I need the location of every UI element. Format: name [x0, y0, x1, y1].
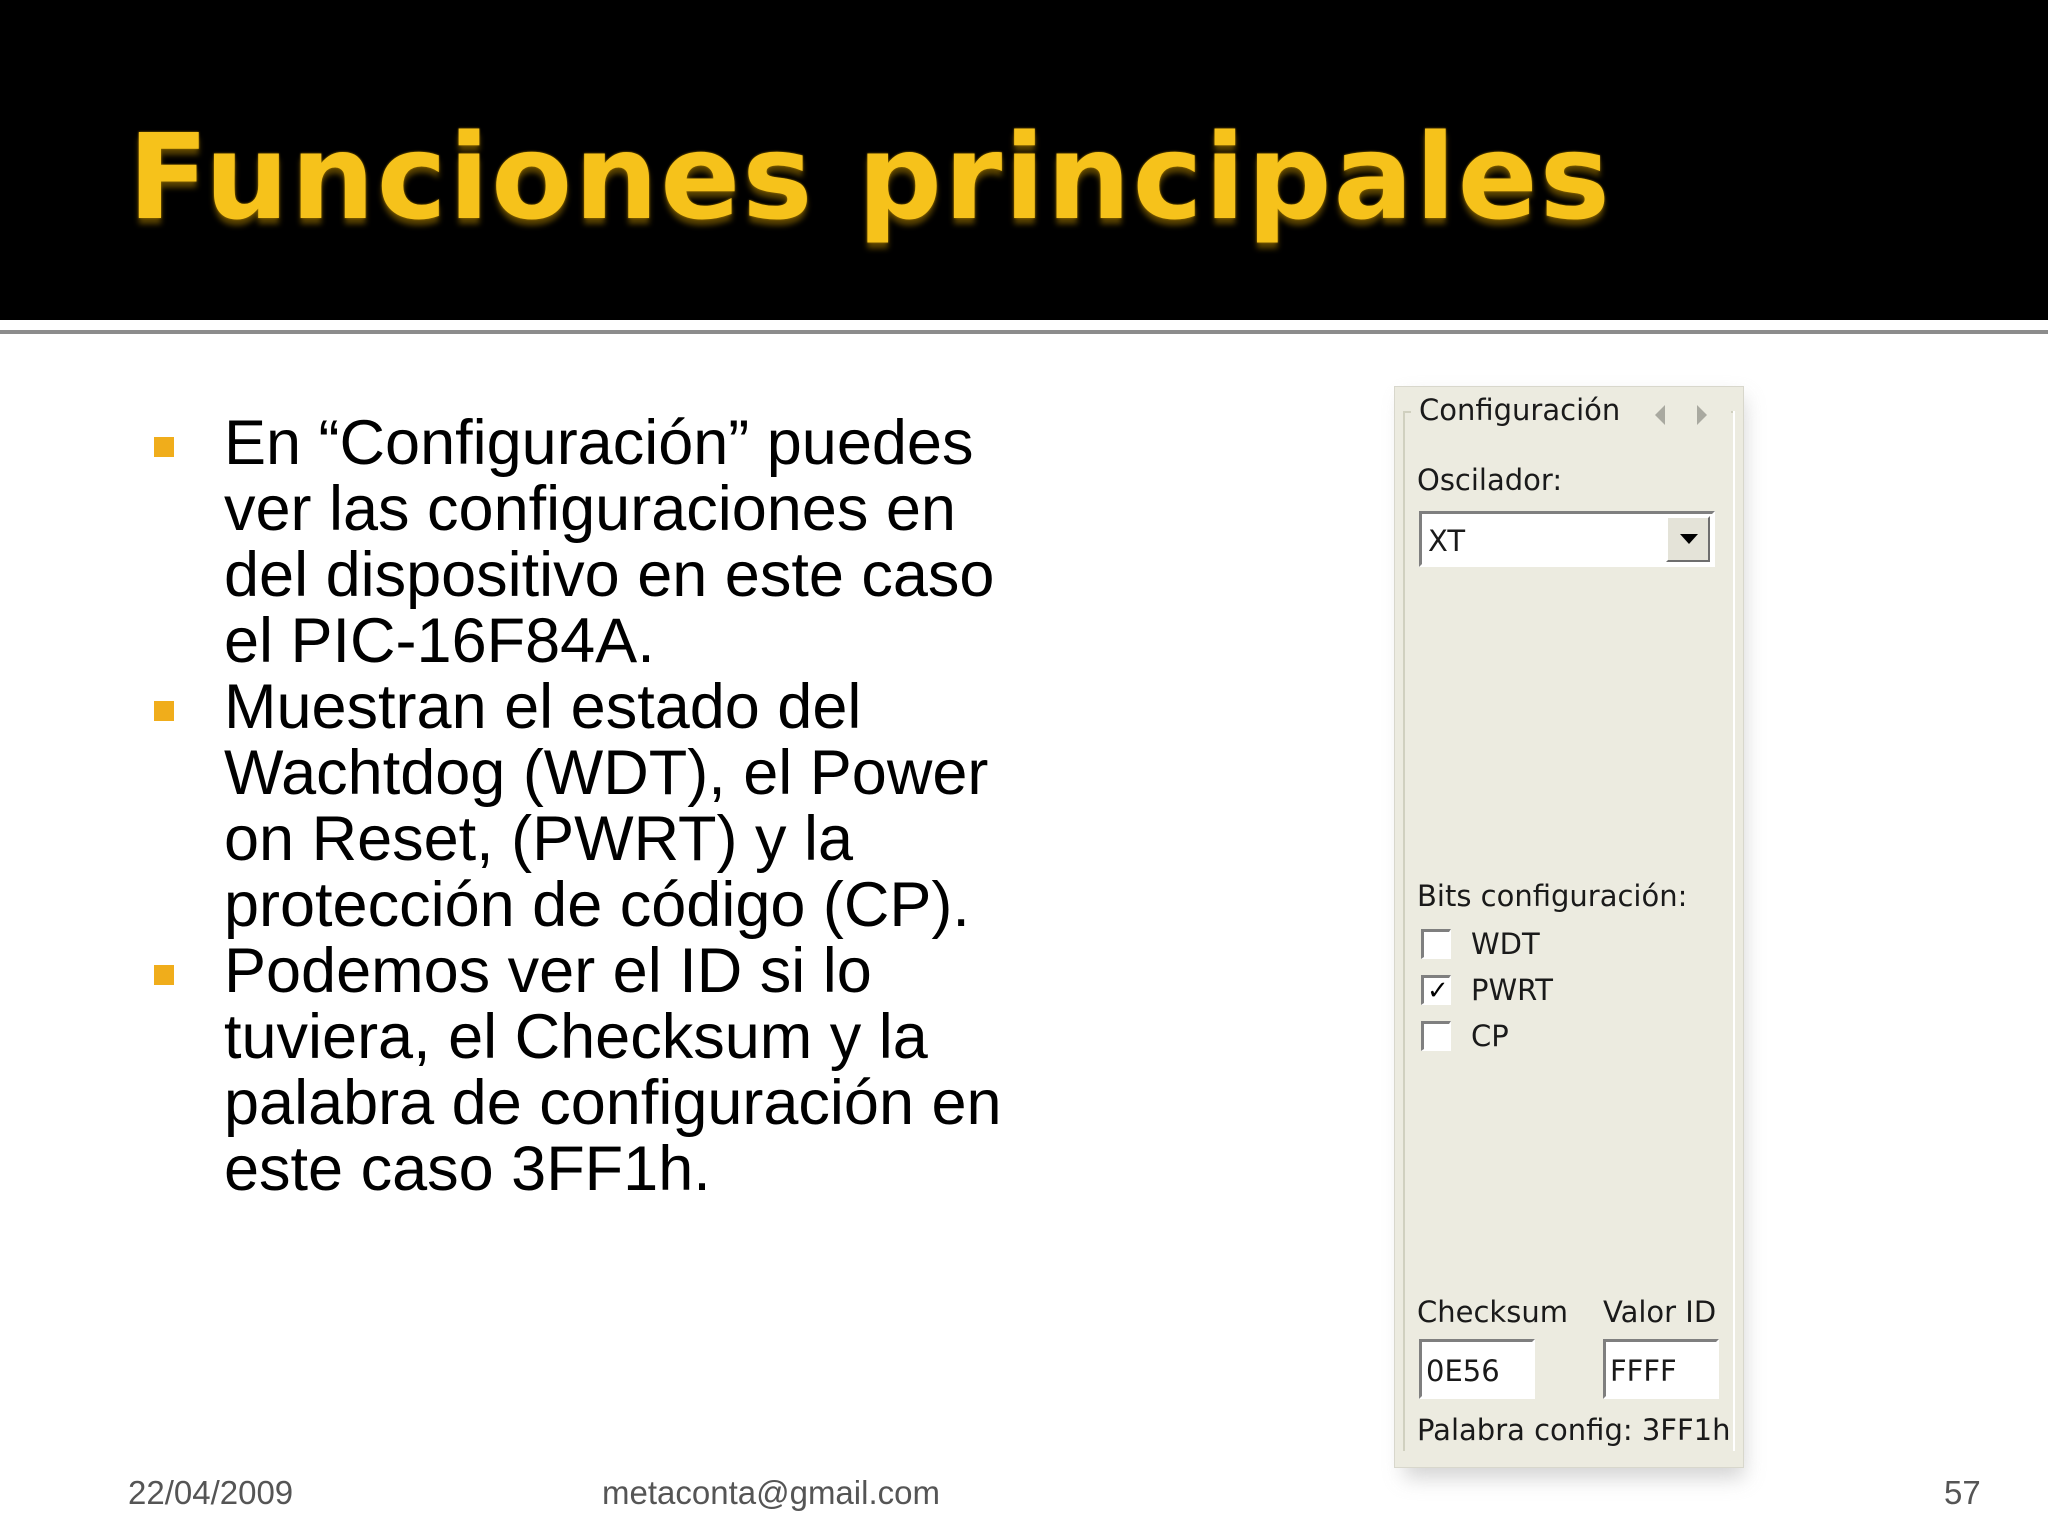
checkbox-cp[interactable] — [1421, 1021, 1451, 1051]
group-border-right — [1733, 411, 1735, 1451]
id-value-field[interactable] — [1603, 1339, 1719, 1399]
bullet-text: En “Configuración” puedes ver las configuraciones en del dispositivo en este caso el PIC-16F84A. — [224, 408, 995, 676]
id-value: FFFF — [1610, 1354, 1677, 1388]
panel-legend: Configuración — [1415, 393, 1624, 427]
bullet-text: Muestran el estado del Wachtdog (WDT), el Power on Reset, (PWRT) y la protección de código (CP). — [224, 672, 989, 940]
header-divider-white — [0, 320, 2048, 326]
bullet-item — [150, 410, 1010, 674]
bullet-text: Podemos ver el ID si lo tuviera, el Checksum y la palabra de configuración en este caso 3FF1h. — [224, 936, 1002, 1204]
configuration-panel — [1394, 386, 1744, 1468]
footer-date: 22/04/2009 — [128, 1474, 294, 1511]
slide-header — [0, 0, 2048, 320]
checkbox-cp-label: CP — [1471, 1019, 1509, 1053]
bullet-square-icon — [154, 965, 174, 985]
oscillator-value: XT — [1428, 524, 1466, 558]
oscillator-select[interactable] — [1419, 511, 1715, 567]
checkbox-wdt-label: WDT — [1471, 927, 1540, 961]
config-word-text: Palabra config: 3FF1h — [1417, 1413, 1731, 1447]
bullet-square-icon — [154, 437, 174, 457]
bullet-square-icon — [154, 701, 174, 721]
id-value-label: Valor ID — [1603, 1295, 1717, 1329]
bullet-item — [150, 938, 1010, 1202]
group-border-left — [1403, 411, 1405, 1451]
checksum-label: Checksum — [1417, 1295, 1568, 1329]
slide-title: Funciones principales — [128, 108, 1612, 246]
oscillator-label: Oscilador: — [1417, 463, 1563, 497]
bullet-item — [150, 674, 1010, 938]
bits-config-label: Bits configuración: — [1417, 879, 1688, 913]
arrow-right-icon[interactable] — [1697, 405, 1707, 425]
checkbox-wdt[interactable] — [1421, 929, 1451, 959]
header-divider-gray — [0, 330, 2048, 334]
dropdown-button[interactable] — [1666, 516, 1710, 562]
footer-page-number: 57 — [1944, 1474, 1981, 1511]
checkbox-pwrt[interactable] — [1421, 975, 1451, 1005]
chevron-down-icon — [1680, 534, 1698, 544]
checkbox-pwrt-label: PWRT — [1471, 973, 1553, 1007]
arrow-left-icon[interactable] — [1655, 405, 1665, 425]
checksum-field — [1419, 1339, 1535, 1399]
checksum-value: 0E56 — [1426, 1354, 1500, 1388]
footer-email: metaconta@gmail.com — [602, 1474, 940, 1511]
checkmark-icon: ✓ — [1427, 976, 1449, 1006]
bullet-list — [150, 410, 1010, 1202]
